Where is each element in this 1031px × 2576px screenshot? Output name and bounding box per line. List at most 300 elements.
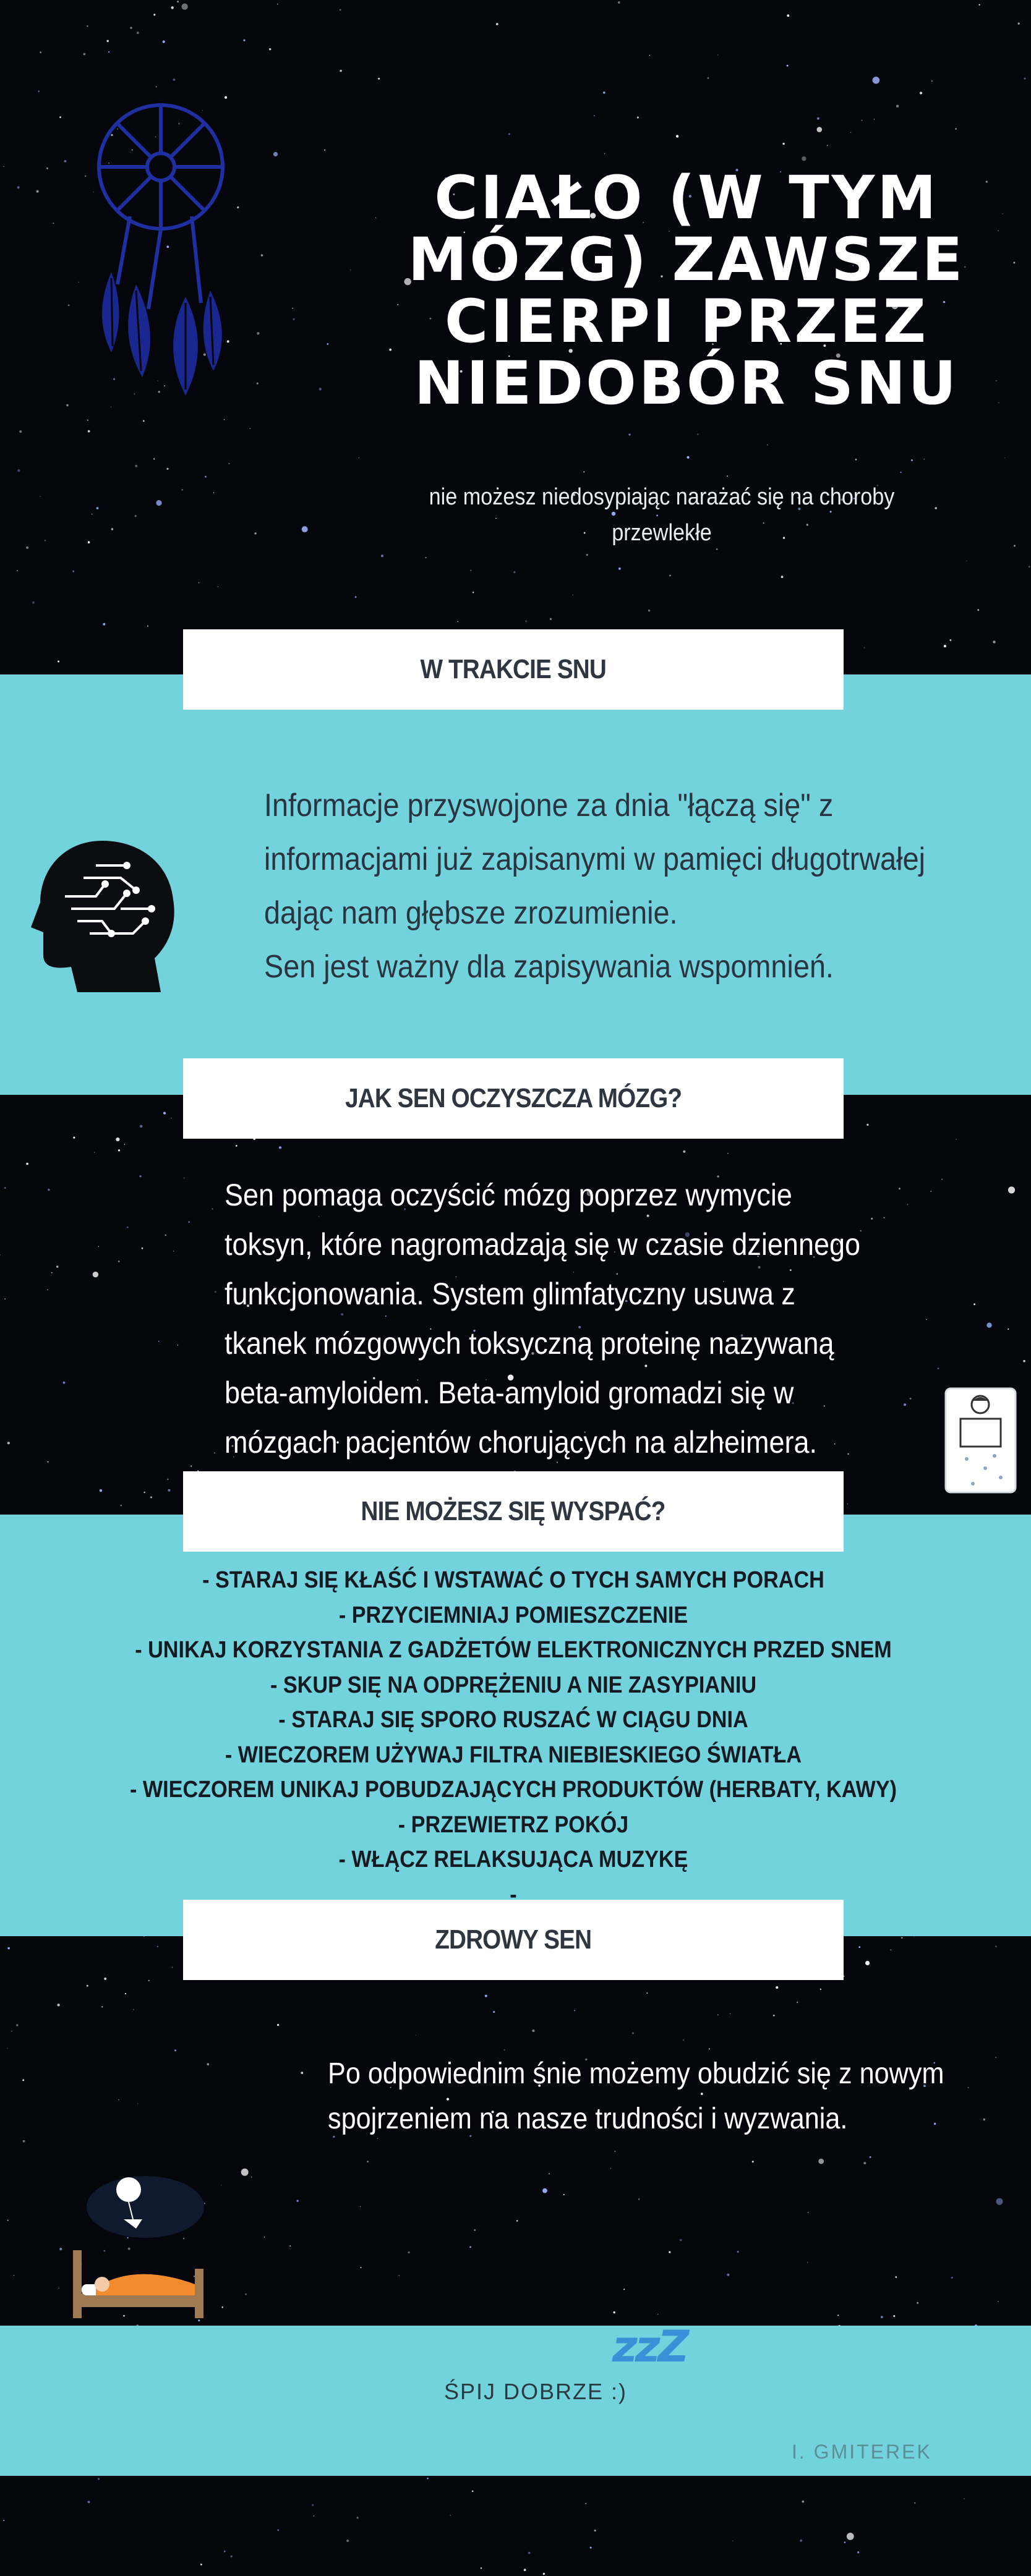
- star: [850, 132, 852, 133]
- star: [618, 1, 620, 4]
- tip-item: - UNIKAJ KORZYSTANIA Z GADŻETÓW ELEKTRONICZNYCH PRZED SNEM: [135, 1637, 892, 1663]
- star: [680, 2239, 682, 2242]
- star: [966, 561, 967, 562]
- star: [360, 2206, 361, 2207]
- star: [78, 282, 79, 283]
- star: [657, 2314, 659, 2315]
- star: [717, 54, 718, 55]
- star: [782, 143, 785, 145]
- star: [53, 223, 54, 224]
- star: [269, 48, 271, 50]
- star: [346, 2540, 349, 2542]
- star: [87, 2501, 90, 2503]
- star: [676, 135, 678, 137]
- star: [752, 2161, 754, 2162]
- tip-item: - STARAJ SIĘ KŁAŚĆ I WSTAWAĆ O TYCH SAMYCH PORACH: [202, 1567, 824, 1593]
- star: [137, 32, 139, 34]
- star: [251, 2177, 252, 2178]
- moon-bed-icon: [62, 2170, 216, 2324]
- body-line: dając nam głębsze zrozumienie.: [264, 895, 678, 931]
- star: [243, 40, 245, 41]
- star: [737, 2251, 739, 2253]
- star: [1029, 566, 1030, 567]
- section-heading-box: [183, 1471, 844, 1552]
- star: [64, 160, 67, 163]
- star: [844, 1976, 845, 1977]
- tips-list: [113, 1563, 914, 1912]
- star: [4, 1187, 6, 1188]
- star: [516, 2220, 518, 2221]
- page-title: [346, 163, 1027, 418]
- star: [324, 150, 325, 151]
- star: [683, 2039, 684, 2041]
- star: [426, 557, 427, 558]
- star: [40, 51, 41, 53]
- star: [808, 2212, 809, 2213]
- star: [893, 2315, 895, 2317]
- star: [293, 318, 294, 320]
- star: [88, 541, 90, 543]
- star: [827, 145, 828, 147]
- star: [861, 120, 862, 121]
- star: [844, 2541, 845, 2543]
- star: [224, 2551, 226, 2553]
- star: [148, 1980, 150, 1981]
- tip-item: - PRZYCIEMNIAJ POMIESZCZENIE: [338, 1602, 688, 1628]
- star: [104, 1978, 106, 1980]
- star: [1024, 78, 1026, 80]
- title-line: CIAŁO (W TYM: [434, 163, 939, 232]
- section-heading: ZDROWY SEN: [435, 1924, 592, 1955]
- star: [297, 2200, 299, 2202]
- subtitle-line: nie możesz niedosypiając narażać się na choroby: [429, 484, 895, 510]
- star: [177, 1, 179, 2]
- star: [787, 14, 789, 17]
- star: [1007, 1328, 1009, 1330]
- star: [986, 1323, 991, 1328]
- star: [542, 2188, 547, 2193]
- section-heading: JAK SEN OCZYSZCZA MÓZG?: [344, 1083, 682, 1113]
- zzz-icon: zzZ: [612, 2321, 687, 2372]
- star: [228, 463, 229, 464]
- star: [51, 1272, 53, 1273]
- star: [257, 332, 259, 334]
- star: [532, 2030, 534, 2032]
- star: [292, 308, 293, 309]
- tip-item: - WIECZOREM UŻYWAJ FILTRA NIEBIESKIEGO ŚWIATŁA: [225, 1741, 802, 1768]
- star: [106, 40, 109, 43]
- star: [153, 14, 155, 15]
- star: [153, 458, 155, 459]
- star: [604, 153, 605, 154]
- section-heading-box: [183, 1058, 844, 1139]
- star: [83, 53, 86, 56]
- star: [594, 2530, 596, 2531]
- star: [111, 528, 113, 530]
- star: [603, 91, 605, 94]
- star: [781, 576, 784, 578]
- star: [474, 2229, 476, 2231]
- star: [137, 2103, 138, 2104]
- star: [163, 1112, 166, 1115]
- star: [130, 27, 132, 28]
- star: [708, 77, 709, 79]
- star: [118, 1149, 120, 1151]
- star: [38, 90, 40, 92]
- title-line: CIERPI PRZEZ: [444, 287, 929, 356]
- star: [32, 601, 35, 604]
- star: [72, 571, 74, 572]
- star: [817, 117, 819, 120]
- star: [48, 1461, 49, 1463]
- section-heading: W TRAKCIE SNU: [420, 654, 607, 684]
- star: [614, 2311, 615, 2313]
- star: [637, 116, 639, 118]
- star: [357, 2517, 359, 2519]
- star: [618, 567, 621, 570]
- star: [171, 6, 174, 9]
- star: [858, 1946, 860, 1948]
- star: [147, 626, 148, 627]
- star: [23, 2140, 25, 2143]
- body-line: Po odpowiednim śnie możemy obudzić się z nowym: [328, 2057, 944, 2090]
- star: [19, 430, 22, 433]
- star: [873, 77, 880, 84]
- star: [156, 500, 161, 506]
- star: [166, 468, 168, 470]
- star: [48, 1189, 50, 1191]
- star: [717, 2014, 719, 2015]
- star: [168, 1489, 170, 1492]
- star: [59, 116, 61, 118]
- star: [199, 582, 200, 584]
- star: [550, 618, 552, 620]
- star: [207, 2063, 209, 2065]
- star: [46, 168, 48, 169]
- star: [646, 1992, 648, 1994]
- star: [245, 2293, 247, 2295]
- tip-item: - WIECZOREM UNIKAJ POBUDZAJĄCYCH PRODUKTÓW (HERBATY, KAWY): [129, 1777, 897, 1803]
- star: [143, 1936, 144, 1937]
- star: [998, 2301, 999, 2302]
- star: [241, 2169, 249, 2176]
- star: [528, 2552, 531, 2554]
- star: [648, 610, 650, 611]
- star: [901, 1937, 902, 1939]
- star: [236, 1145, 237, 1147]
- star: [979, 4, 980, 6]
- star: [508, 134, 510, 135]
- star: [1014, 545, 1016, 546]
- star: [802, 156, 806, 161]
- star: [200, 2564, 202, 2565]
- star: [837, 2315, 839, 2316]
- star: [787, 65, 789, 67]
- star: [399, 2275, 400, 2276]
- star: [140, 1175, 142, 1177]
- star: [135, 465, 137, 467]
- star: [526, 621, 527, 622]
- star: [165, 1235, 166, 1236]
- sleeping-person-bed-icon: [942, 1385, 1019, 1496]
- star: [802, 2501, 804, 2503]
- star: [26, 1163, 28, 1165]
- star: [911, 459, 913, 461]
- star: [88, 430, 90, 433]
- section-body: [328, 2051, 996, 2141]
- star: [66, 404, 69, 407]
- star: [623, 2289, 625, 2290]
- star: [800, 2540, 802, 2542]
- star: [594, 115, 595, 116]
- star: [797, 2002, 798, 2003]
- star: [896, 2276, 897, 2278]
- tip-item: -: [510, 1881, 517, 1908]
- star: [818, 2159, 824, 2164]
- star: [914, 1936, 915, 1937]
- title-line: MÓZG) ZAWSZE: [408, 225, 965, 294]
- star: [163, 40, 165, 43]
- star: [896, 105, 899, 108]
- star: [63, 1382, 66, 1384]
- star: [87, 420, 88, 421]
- star: [864, 647, 865, 648]
- star: [140, 1125, 142, 1128]
- star: [257, 383, 259, 385]
- body-line: Sen jest ważny dla zapisywania wspomnień.: [264, 949, 834, 985]
- star: [995, 1946, 996, 1947]
- star: [4, 1298, 6, 1299]
- title-line: NIEDOBÓR SNU: [414, 349, 959, 418]
- star: [891, 1949, 892, 1950]
- star: [669, 575, 671, 577]
- star: [7, 2220, 9, 2221]
- brain-head-icon: [28, 835, 176, 995]
- body-line: spojrzeniem na nasze trudności i wyzwania.: [328, 2102, 848, 2135]
- star: [174, 2049, 176, 2051]
- star: [11, 2031, 12, 2032]
- star: [94, 1152, 95, 1153]
- star: [302, 526, 308, 532]
- star: [108, 51, 109, 53]
- star: [866, 1124, 868, 1126]
- star: [98, 1246, 99, 1247]
- star: [135, 515, 137, 517]
- star: [881, 2316, 883, 2318]
- star: [56, 1265, 59, 1268]
- star: [58, 661, 59, 663]
- star: [944, 645, 946, 647]
- author-credit: I. GMITEREK: [792, 2441, 932, 2463]
- page-subtitle: [411, 479, 912, 551]
- star: [493, 2011, 495, 2013]
- star: [124, 1144, 125, 1145]
- star: [116, 1137, 119, 1141]
- star: [143, 420, 145, 422]
- star: [133, 2009, 134, 2010]
- tip-item: - PRZEWIETRZ POKÓJ: [398, 1811, 629, 1838]
- star: [914, 2502, 915, 2504]
- section-body: [225, 1170, 948, 1467]
- star: [669, 2251, 670, 2253]
- star: [513, 571, 515, 573]
- star: [314, 2515, 315, 2517]
- star: [355, 596, 357, 598]
- star: [327, 343, 328, 345]
- star: [98, 2478, 100, 2480]
- star: [590, 2547, 592, 2549]
- star: [935, 507, 937, 509]
- star: [3, 166, 4, 167]
- star: [687, 456, 689, 459]
- star: [68, 305, 70, 307]
- star: [277, 2529, 279, 2531]
- star: [93, 1272, 98, 1277]
- star: [900, 472, 901, 473]
- star: [776, 1986, 778, 1989]
- star: [469, 2247, 471, 2248]
- star: [964, 2498, 965, 2499]
- star: [977, 609, 979, 611]
- star: [773, 2015, 775, 2017]
- body-line: toksyn, które nagromadzają się w czasie dziennego: [225, 1227, 861, 1262]
- star: [807, 2262, 808, 2263]
- section-heading: NIE MOŻESZ SIĘ WYSPAĆ?: [361, 1496, 665, 1526]
- star: [214, 1453, 215, 1454]
- star: [103, 623, 105, 626]
- star: [847, 1503, 849, 1505]
- star: [683, 1150, 685, 1153]
- star: [583, 471, 584, 472]
- star: [181, 489, 183, 491]
- star: [127, 1226, 129, 1228]
- star: [697, 433, 699, 435]
- star: [85, 176, 86, 177]
- star: [340, 9, 341, 11]
- star: [26, 546, 28, 549]
- star: [181, 4, 187, 10]
- body-line: Informacje przyswojone za dnia "łączą się" z: [264, 788, 834, 823]
- star: [100, 1489, 102, 1492]
- star: [470, 570, 471, 571]
- star: [496, 23, 498, 25]
- star: [457, 621, 458, 623]
- tip-item: - WŁĄCZ RELAKSUJĄCA MUZYKĘ: [338, 1847, 688, 1872]
- body-line: beta-amyloidem. Beta-amyloid gromadzi się w: [225, 1375, 794, 1410]
- body-line: mózgach pacjentów chorujących na alzheimera.: [225, 1425, 818, 1460]
- star: [574, 2010, 575, 2011]
- star: [57, 2004, 59, 2006]
- star: [378, 78, 380, 80]
- star: [993, 640, 995, 643]
- star: [615, 2151, 616, 2152]
- star: [767, 444, 768, 445]
- star: [381, 555, 383, 557]
- star: [524, 2569, 526, 2571]
- star: [47, 1290, 48, 1291]
- star: [727, 475, 728, 477]
- star: [22, 2080, 24, 2081]
- star: [213, 492, 215, 493]
- star: [118, 1260, 120, 1262]
- star: [586, 554, 588, 556]
- star: [205, 476, 207, 478]
- star: [215, 1291, 216, 1293]
- star: [96, 507, 99, 509]
- star: [628, 433, 630, 435]
- star: [224, 419, 225, 420]
- star: [157, 1946, 158, 1947]
- star: [150, 1497, 152, 1498]
- star: [17, 186, 20, 189]
- star: [173, 79, 176, 81]
- star: [264, 2237, 265, 2238]
- dreamcatcher-icon: [93, 99, 241, 414]
- star: [254, 532, 256, 534]
- star: [549, 2173, 550, 2174]
- star: [279, 1146, 281, 1149]
- star: [273, 152, 278, 156]
- star: [172, 1967, 173, 1968]
- star: [73, 1137, 75, 1139]
- star: [817, 127, 823, 132]
- star: [7, 1947, 10, 1950]
- star: [16, 2024, 18, 2026]
- star: [87, 1985, 88, 1987]
- star: [277, 4, 278, 5]
- star: [427, 2478, 429, 2480]
- star: [863, 2162, 866, 2164]
- star: [638, 2198, 640, 2200]
- star: [155, 86, 157, 88]
- footer-text: ŚPIJ DOBRZE :): [444, 2379, 628, 2404]
- star: [101, 2006, 103, 2007]
- star: [125, 1993, 126, 1994]
- star: [289, 2245, 291, 2247]
- star: [190, 1466, 192, 1467]
- star: [92, 514, 93, 515]
- star: [632, 2033, 634, 2034]
- star: [319, 388, 322, 390]
- star: [7, 1442, 10, 1444]
- star: [503, 2049, 505, 2051]
- star: [649, 55, 651, 56]
- star: [481, 2567, 482, 2569]
- star: [473, 592, 474, 593]
- body-line: tkanek mózgowych toksyczną proteinę nazywaną: [225, 1326, 834, 1361]
- star: [727, 2274, 729, 2276]
- star: [367, 2161, 369, 2162]
- star: [312, 2504, 314, 2506]
- star: [472, 2491, 474, 2493]
- subtitle-line: przewlekłe: [612, 520, 712, 546]
- star: [301, 2072, 303, 2074]
- star: [118, 2099, 119, 2100]
- star: [87, 25, 88, 27]
- star: [727, 1153, 729, 1154]
- tip-item: - SKUP SIĘ NA ODPRĘŻENIU A NIE ZASYPIANIU: [270, 1672, 757, 1698]
- star: [1008, 1186, 1015, 1193]
- star: [855, 459, 857, 461]
- star: [956, 128, 957, 129]
- star: [1023, 1360, 1025, 1362]
- star: [121, 1505, 122, 1507]
- star: [3, 2520, 4, 2521]
- star: [485, 1995, 487, 1997]
- star: [167, 1479, 168, 1480]
- star: [820, 1989, 821, 1990]
- star: [949, 639, 951, 641]
